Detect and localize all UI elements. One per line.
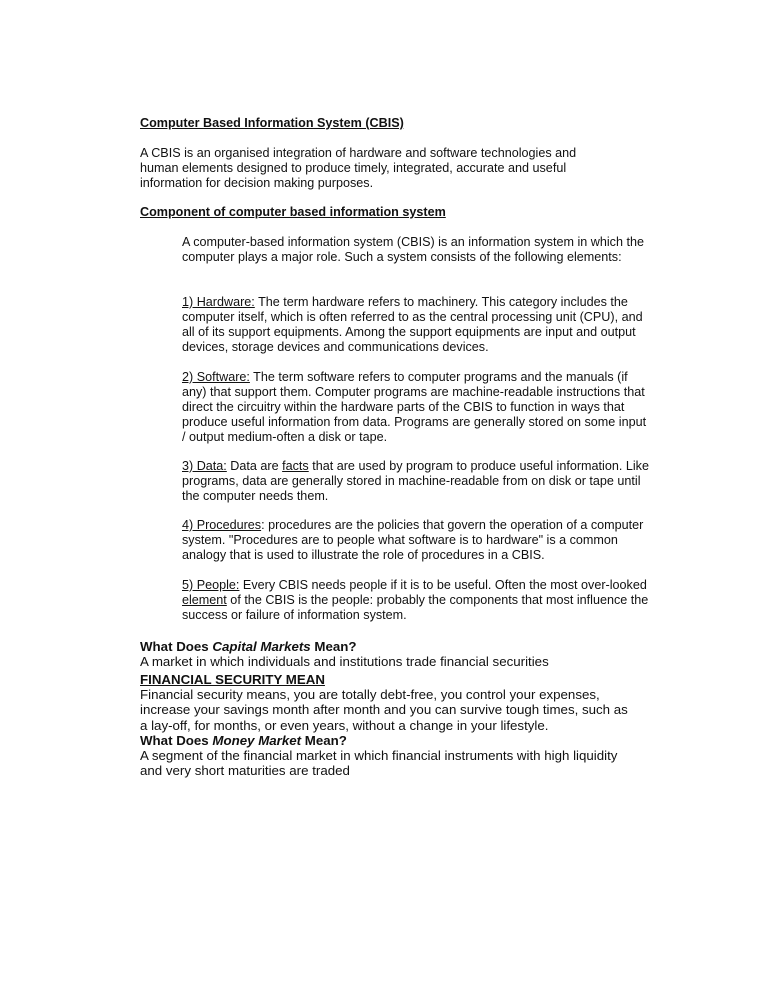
people-text-b: of the CBIS is the people: probably the components that most influence the success or failure of information system.	[182, 593, 649, 623]
capital-q-post: Mean?	[310, 639, 357, 654]
capital-q-emphasis: Capital Markets	[212, 639, 311, 654]
document-title: Computer Based Information System (CBIS)	[140, 116, 404, 130]
procedures-label: 4) Procedures	[182, 518, 262, 532]
intro-paragraph: A CBIS is an organised integration of hardware and software technologies and human elements designed to produce timely, integrated, accurate and useful information for decision making purposes.	[140, 146, 577, 191]
software-label: 2) Software:	[182, 370, 250, 384]
people-paragraph	[182, 578, 652, 623]
money-market-question	[140, 733, 640, 748]
software-text: The term software refers to computer programs and the manuals (if any) that support them. Computer programs are machine-readable instructions that direct the circuitry within the hardware parts of the CBIS to function in ways that produce useful information from data. Programs are generally stored on some input / output medium-often a disk or tape.	[182, 370, 647, 445]
money-q-emphasis: Money Market	[212, 733, 302, 748]
hardware-label: 1) Hardware:	[182, 295, 255, 309]
capital-markets-question	[140, 639, 640, 654]
capital-q-pre: What Does	[140, 639, 213, 654]
data-text-b: that are used by program to produce useful information. Like programs, data are generally stored in machine-readable from on disk or tape until the computer needs them.	[182, 459, 649, 504]
procedures-text: : procedures are the policies that govern the operation of a computer system. "Procedures are to people what software is to hardware" is a common analogy that is used to illustrate the role of procedures in a CBIS.	[182, 518, 644, 563]
financial-security-heading: FINANCIAL SECURITY MEAN	[140, 672, 325, 687]
hardware-text: The term hardware refers to machinery. This category includes the computer itself, which is often referred to as the central processing unit (CPU), and all of its support equipments. Among the support equipments are input and output devices, storage devices and communications devices.	[182, 295, 643, 355]
people-label: 5) People:	[182, 578, 240, 592]
procedures-paragraph	[182, 518, 652, 563]
money-q-post: Mean?	[301, 733, 347, 748]
people-text-a: Every CBIS needs people if it is to be useful. Often the most over-looked	[239, 578, 647, 592]
money-q-pre: What Does	[140, 733, 213, 748]
component-intro: A computer-based information system (CBIS) is an information system in which the computer plays a major role. Such a system consists of the following elements:	[182, 235, 644, 265]
data-paragraph	[182, 459, 652, 504]
data-text-a: Data are	[226, 459, 283, 473]
data-label: 3) Data:	[182, 459, 227, 473]
hardware-paragraph	[182, 295, 652, 355]
element-link[interactable]: element	[182, 593, 227, 608]
facts-link[interactable]: facts	[282, 459, 309, 473]
component-heading: Component of computer based information system	[140, 205, 446, 219]
capital-markets-answer: A market in which individuals and institutions trade financial securities	[140, 654, 549, 669]
financial-security-text: Financial security means, you are totally debt-free, you control your expenses, increase your savings month after month and you can survive tough times, such as a lay-off, for months, or even years, without a change in your lifestyle.	[140, 687, 628, 733]
software-paragraph	[182, 370, 652, 445]
money-market-answer: A segment of the financial market in which financial instruments with high liquidity and very short maturities are traded	[140, 748, 618, 779]
